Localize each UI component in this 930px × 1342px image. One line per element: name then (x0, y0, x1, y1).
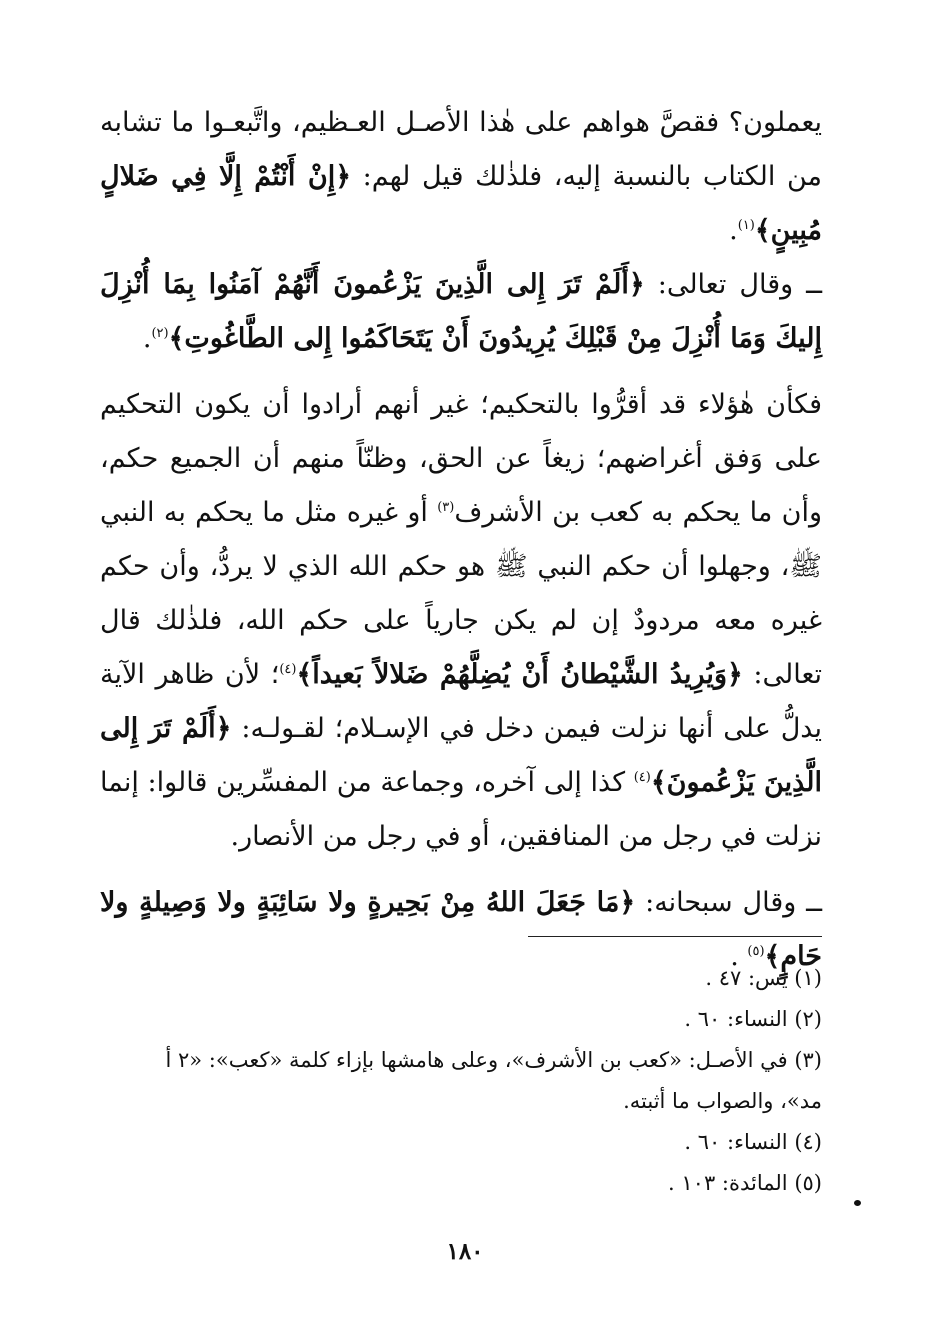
footnote-ref: (٢) (151, 326, 169, 341)
quran-verse: ﴿أَلَمْ تَرَ إِلى الَّذِينَ يَزْعُمونَ أَنَّهُمْ آمَنُوا بِمَا أُنْزِلَ إِليكَ وَمَا أُنْزِلَ مِنْ قَبْلِكَ يُرِيدُونَ أَنْ يَتَحَاكَمُوا إِلى الطَّاغُوتِ﴾ (100, 269, 822, 354)
paragraph-3 (100, 378, 822, 864)
quran-verse: ﴿أَلَمْ تَرَ إِلى الَّذِينَ يَزْعُمونَ﴾ (100, 713, 823, 798)
text-segment: كذا إلى آخره، وجماعة من المفسِّرين قالوا: إنما نزلت في رجل من المنافقين، أو في رجل من الأنصار. (100, 767, 822, 852)
paragraph-2 (100, 258, 822, 366)
quran-verse: ﴿إِنْ أَنْتُمْ إِلَّا فِي ضَلالٍ مُبِينٍ﴾ (100, 161, 822, 246)
footnote-ref: (٣) (437, 500, 455, 515)
text-segment: ــ وقال سبحانه: (635, 887, 823, 918)
text-segment: ــ وقال تعالى: (644, 269, 822, 300)
text-segment: فكأن هٰؤلاء قد أقرُّوا بالتحكيم؛ غير أنهم أرادوا أن يكون التحكيم على وَفق أغراضهم؛ زيغاً عن الحق، وظنّاً منهم أن الجميع حكم، وأن ما يحكم به كعب بن الأشرف (100, 389, 823, 528)
footnote-ref: (٤) (279, 662, 297, 677)
footnote-4: (٤) النساء: ٦٠ . (684, 1130, 822, 1154)
quran-verse: ﴿وَيُرِيدُ الشَّيْطانُ أَنْ يُضِلَّهُمْ ضَلالاً بَعيداً﴾ (296, 659, 743, 690)
text-segment: ؛ لأن ظاهر الآية يدلُّ على أنها نزلت فيمن دخل في الإسـلام؛ لقـولـه: (100, 659, 822, 744)
footnote-ref: (٥) (747, 944, 765, 959)
footnote-3-continuation: مد»، والصواب ما أثبته. (623, 1089, 822, 1113)
quran-verse: ﴿مَا جَعَلَ اللهُ مِنْ بَحِيرةٍ ولا سَائِبَةٍ ولا وَصِيلةٍ ولا حَامٍ﴾ (100, 887, 822, 972)
text-segment: أو غيره مثل ما يحكم به النبي ﷺ، وجهلوا أن حكم النبي ﷺ هو حكم الله الذي لا يردُّ، وأن حكم غيره معه مردودٌ إن لم يكن جارياً على حكم الله، فلذٰلك قال تعالى: (100, 497, 822, 690)
footnotes (100, 958, 822, 1204)
footnote-2: (٢) النساء: ٦٠ . (684, 1007, 822, 1031)
footnote-ref: (١) (737, 218, 755, 233)
paragraph-1 (100, 96, 822, 258)
footnote-1: (١) يٰس: ٤٧ . (705, 966, 822, 990)
footnote-3: (٣) في الأصـل: «كعب بن الأشرف»، وعلى هامشها بإزاء كلمة «كعب»: «٢ أ (165, 1048, 822, 1072)
page-number: ١٨٠ (446, 1238, 484, 1265)
footnote-5: (٥) المائدة: ١٠٣ . (668, 1171, 822, 1195)
text-segment: . (142, 323, 152, 354)
footnote-ref: (٤) (633, 770, 651, 785)
text-segment: . (730, 941, 748, 972)
text-segment: . (729, 215, 738, 246)
ink-speck (854, 1200, 861, 1206)
text-segment: يعملون؟ فقصَّ هواهم على هٰذا الأصـل العـظيم، واتَّبعـوا ما تشابه من الكتاب بالنسبة إليه، فلذٰلك قيل لهم: (100, 107, 822, 192)
footnote-divider (528, 936, 822, 937)
main-text (100, 96, 822, 984)
